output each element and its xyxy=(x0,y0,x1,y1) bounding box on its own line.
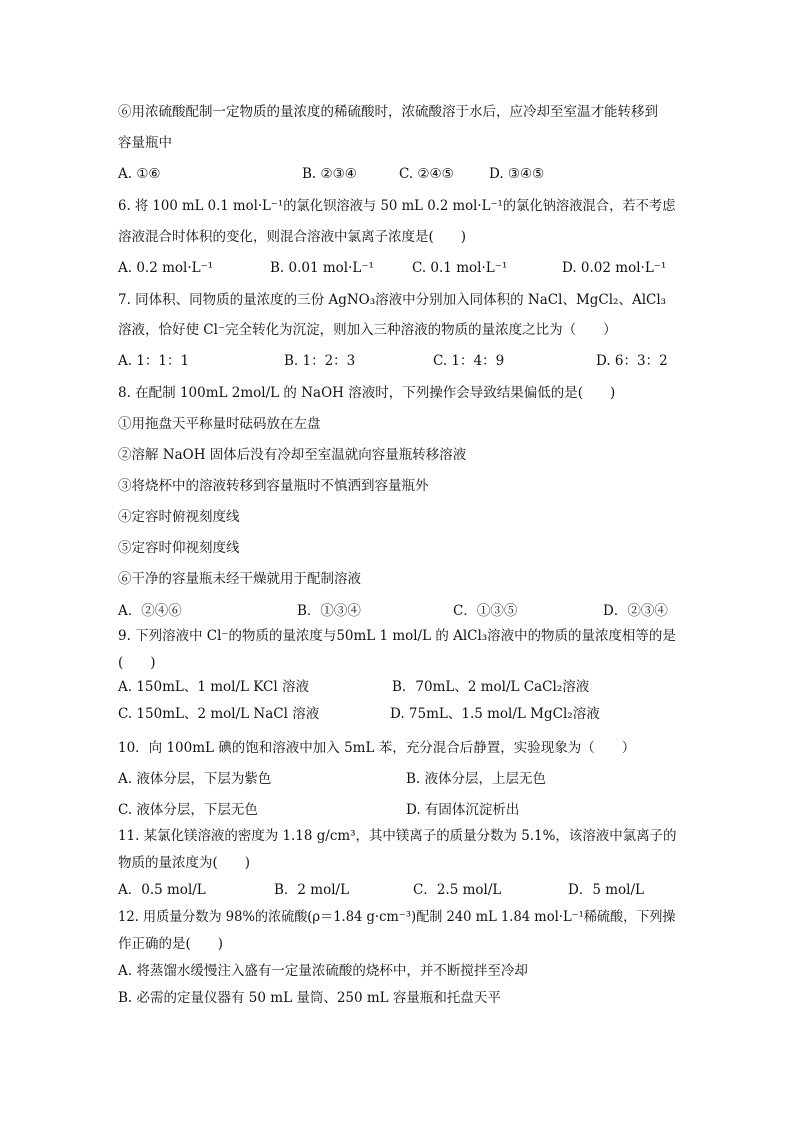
q5-option-b: B. ②③④ xyxy=(302,166,357,182)
q6-option-a: A. 0.2 mol·L⁻¹ xyxy=(118,260,214,276)
q11-option-d: D．5 mol/L xyxy=(568,882,644,898)
q12-option-b: B. 必需的定量仪器有 50 mL 量筒、250 mL 容量瓶和托盘天平 xyxy=(118,990,501,1006)
q7-option-b: B. 1：2：3 xyxy=(284,353,356,369)
q6-stem-line1: 6. 将 100 mL 0.1 mol·L⁻¹的氯化钡溶液与 50 mL 0.2 mol·L⁻¹的氯化钠溶液混合，若不考虑 xyxy=(118,198,676,214)
q10-option-b: B. 液体分层，上层无色 xyxy=(406,771,547,787)
q5-item6-line2: 容量瓶中 xyxy=(118,135,172,151)
q9-option-c: C. 150mL、2 mol/L NaCl 溶液 xyxy=(118,706,320,722)
q11-option-c: C．2.5 mol/L xyxy=(413,882,502,898)
q12-option-a: A. 将蒸馏水缓慢注入盛有一定量浓硫酸的烧杯中，并不断搅拌至冷却 xyxy=(118,963,528,979)
q11-stem-line1: 11. 某氯化镁溶液的密度为 1.18 g/cm³，其中镁离子的质量分数为 5.1%，该溶液中氯离子的 xyxy=(118,828,677,844)
q9-stem-line2: ( ) xyxy=(118,655,156,671)
q9-option-d: D. 75mL、1.5 mol/L MgCl₂溶液 xyxy=(390,706,600,722)
q6-option-b: B. 0.01 mol·L⁻¹ xyxy=(270,260,374,276)
q5-option-c: C. ②④⑤ xyxy=(399,166,454,182)
q10-option-d: D. 有固体沉淀析出 xyxy=(406,802,520,818)
q8-item-3: ③将烧杯中的溶液转移到容量瓶时不慎洒到容量瓶外 xyxy=(118,478,429,494)
q7-stem-line1: 7. 同体积、同物质的量浓度的三份 AgNO₃溶液中分别加入同体积的 NaCl、MgCl₂、AlCl₃ xyxy=(118,292,667,308)
q8-item-5: ⑤定容时仰视刻度线 xyxy=(118,540,240,556)
q8-item-6: ⑥干净的容量瓶未经干燥就用于配制溶液 xyxy=(118,571,361,587)
q8-option-d: D．②③④ xyxy=(603,603,668,619)
q6-stem-line2: 溶液混合时体积的变化，则混合溶液中氯离子浓度是( ) xyxy=(118,229,467,245)
q8-item-4: ④定容时俯视刻度线 xyxy=(118,509,240,525)
q8-option-b: B．①③④ xyxy=(297,603,361,619)
q7-option-a: A. 1：1：1 xyxy=(118,353,190,369)
q11-option-b: B．2 mol/L xyxy=(274,882,350,898)
q8-option-c: C．①③⑤ xyxy=(453,603,518,619)
q5-item6-line1: ⑥用浓硫酸配制一定物质的量浓度的稀硫酸时，浓硫酸溶于水后，应冷却至室温才能转移到 xyxy=(118,104,658,120)
q10-option-c: C. 液体分层，下层无色 xyxy=(118,802,258,818)
q8-option-a: A．②④⑥ xyxy=(118,603,182,619)
q7-option-d: D. 6：3：2 xyxy=(596,353,668,369)
q11-stem-line2: 物质的量浓度为( ) xyxy=(118,855,251,871)
q6-option-c: C. 0.1 mol·L⁻¹ xyxy=(412,260,508,276)
q9-option-b: B．70mL、2 mol/L CaCl₂溶液 xyxy=(392,679,590,695)
q10-option-a: A. 液体分层，下层为紫色 xyxy=(118,771,272,787)
q9-option-a: A. 150mL、1 mol/L KCl 溶液 xyxy=(118,679,309,695)
q11-option-a: A．0.5 mol/L xyxy=(118,882,206,898)
q12-stem-line1: 12. 用质量分数为 98%的浓硫酸(ρ＝1.84 g·cm⁻³)配制 240 mL 1.84 mol·L⁻¹稀硫酸，下列操 xyxy=(118,909,676,925)
q5-option-a: A. ①⑥ xyxy=(118,166,161,182)
q8-stem: 8. 在配制 100mL 2mol/L 的 NaOH 溶液时，下列操作会导致结果偏低的是( ) xyxy=(118,385,616,401)
q6-option-d: D. 0.02 mol·L⁻¹ xyxy=(562,260,667,276)
q9-stem-line1: 9. 下列溶液中 Cl⁻的物质的量浓度与50mL 1 mol/L 的 AlCl₃溶液中的物质的量浓度相等的是 xyxy=(118,628,676,644)
q10-stem: 10．向 100mL 碘的饱和溶液中加入 5mL 苯，充分混合后静置，实验现象为（ ） xyxy=(118,740,636,756)
q5-option-d: D. ③④⑤ xyxy=(489,166,545,182)
q7-option-c: C. 1：4：9 xyxy=(433,353,505,369)
q12-stem-line2: 作正确的是( ) xyxy=(118,936,224,952)
q8-item-2: ②溶解 NaOH 固体后没有冷却至室温就向容量瓶转移溶液 xyxy=(118,447,467,463)
q8-item-1: ①用拖盘天平称量时砝码放在左盘 xyxy=(118,416,321,432)
q7-stem-line2: 溶液，恰好使 Cl⁻完全转化为沉淀，则加入三种溶液的物质的量浓度之比为（ ） xyxy=(118,322,617,338)
